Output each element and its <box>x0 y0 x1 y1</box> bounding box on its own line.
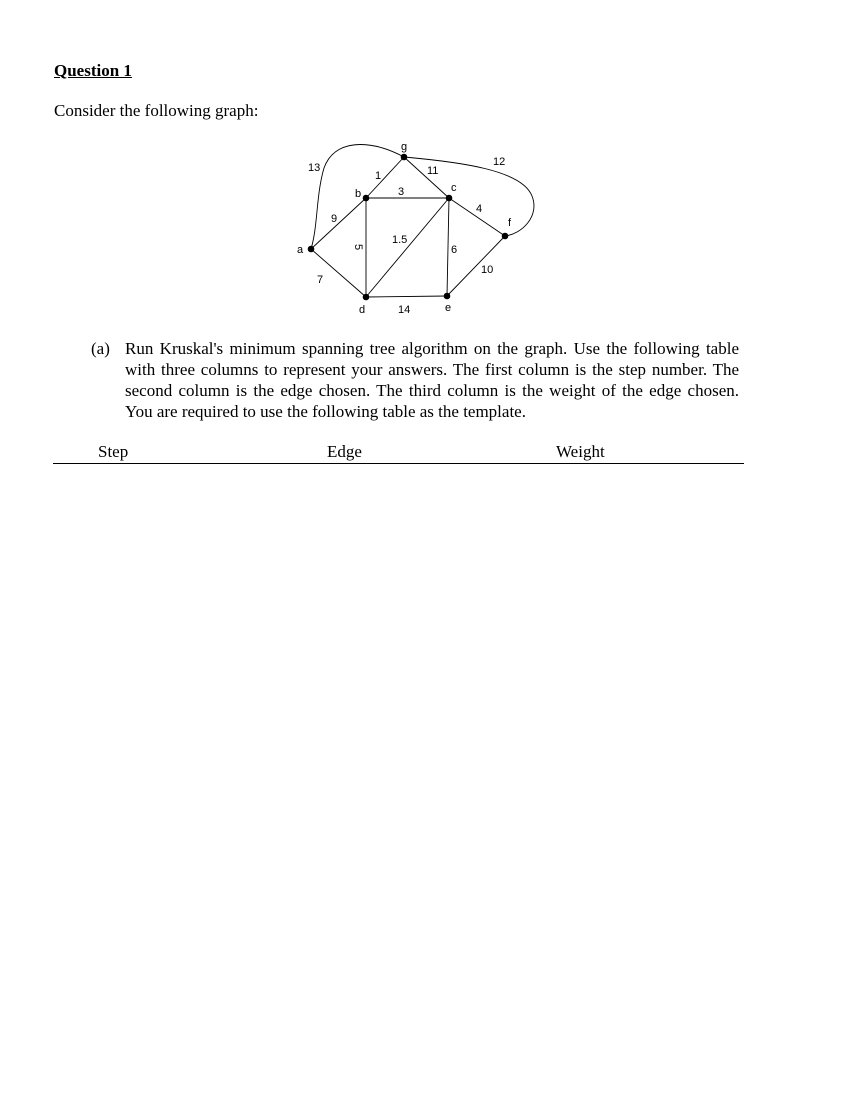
edge-c-e <box>447 198 449 296</box>
weight-label-b-c: 3 <box>398 186 405 198</box>
part-a-text: Run Kruskal's minimum spanning tree algorithm on the graph. Use the following table with three columns to represent your answers. The first column is the step number. The second column is the edge chosen. The third column is the weight of the edge chosen. You are required to use the following table as the template. <box>125 339 739 421</box>
weight-label-e-f: 10 <box>481 264 494 276</box>
vertex-a <box>308 246 315 253</box>
weight-label-c-f: 4 <box>476 203 483 215</box>
vertex-f <box>502 233 509 240</box>
graph-diagram <box>0 0 847 330</box>
column-header-step: Step <box>98 442 129 461</box>
edge-g-c <box>404 157 449 198</box>
vertex-c <box>446 195 453 202</box>
column-header-edge: Edge <box>327 442 362 461</box>
weight-label-a-g: 13 <box>308 162 321 174</box>
weight-label-b-g: 1 <box>375 170 382 182</box>
question-intro: Consider the following graph: <box>54 101 259 120</box>
vertex-label-e: e <box>445 302 452 314</box>
vertex-label-g: g <box>401 141 408 153</box>
vertex-d <box>363 294 370 301</box>
weight-label-c-d: 1.5 <box>392 234 408 246</box>
vertex-label-c: c <box>451 182 457 194</box>
vertex-g <box>401 154 408 161</box>
edge-a-d <box>311 249 366 297</box>
weight-label-d-e: 14 <box>398 304 411 316</box>
vertex-e <box>444 293 451 300</box>
weight-label-a-b: 9 <box>331 213 338 225</box>
vertex-label-d: d <box>359 304 366 316</box>
weight-label-a-d: 7 <box>317 274 324 286</box>
weight-label-b-d: 5 <box>352 244 364 251</box>
vertex-b <box>363 195 370 202</box>
weight-label-g-f: 12 <box>493 156 506 168</box>
answer-table-header <box>53 441 744 464</box>
weight-label-c-e: 6 <box>451 244 458 256</box>
weight-label-g-c: 11 <box>427 165 439 177</box>
edge-c-d <box>366 198 449 297</box>
edge-g-f <box>404 157 534 236</box>
part-a-marker: (a) <box>91 339 110 358</box>
edge-a-b <box>311 198 366 249</box>
vertex-label-a: a <box>297 244 304 256</box>
edge-d-e <box>366 296 447 297</box>
question-title: Question 1 <box>54 61 132 80</box>
part-a <box>91 338 739 422</box>
vertex-label-b: b <box>355 188 362 200</box>
vertex-label-f: f <box>508 217 512 229</box>
column-header-weight: Weight <box>556 442 605 461</box>
